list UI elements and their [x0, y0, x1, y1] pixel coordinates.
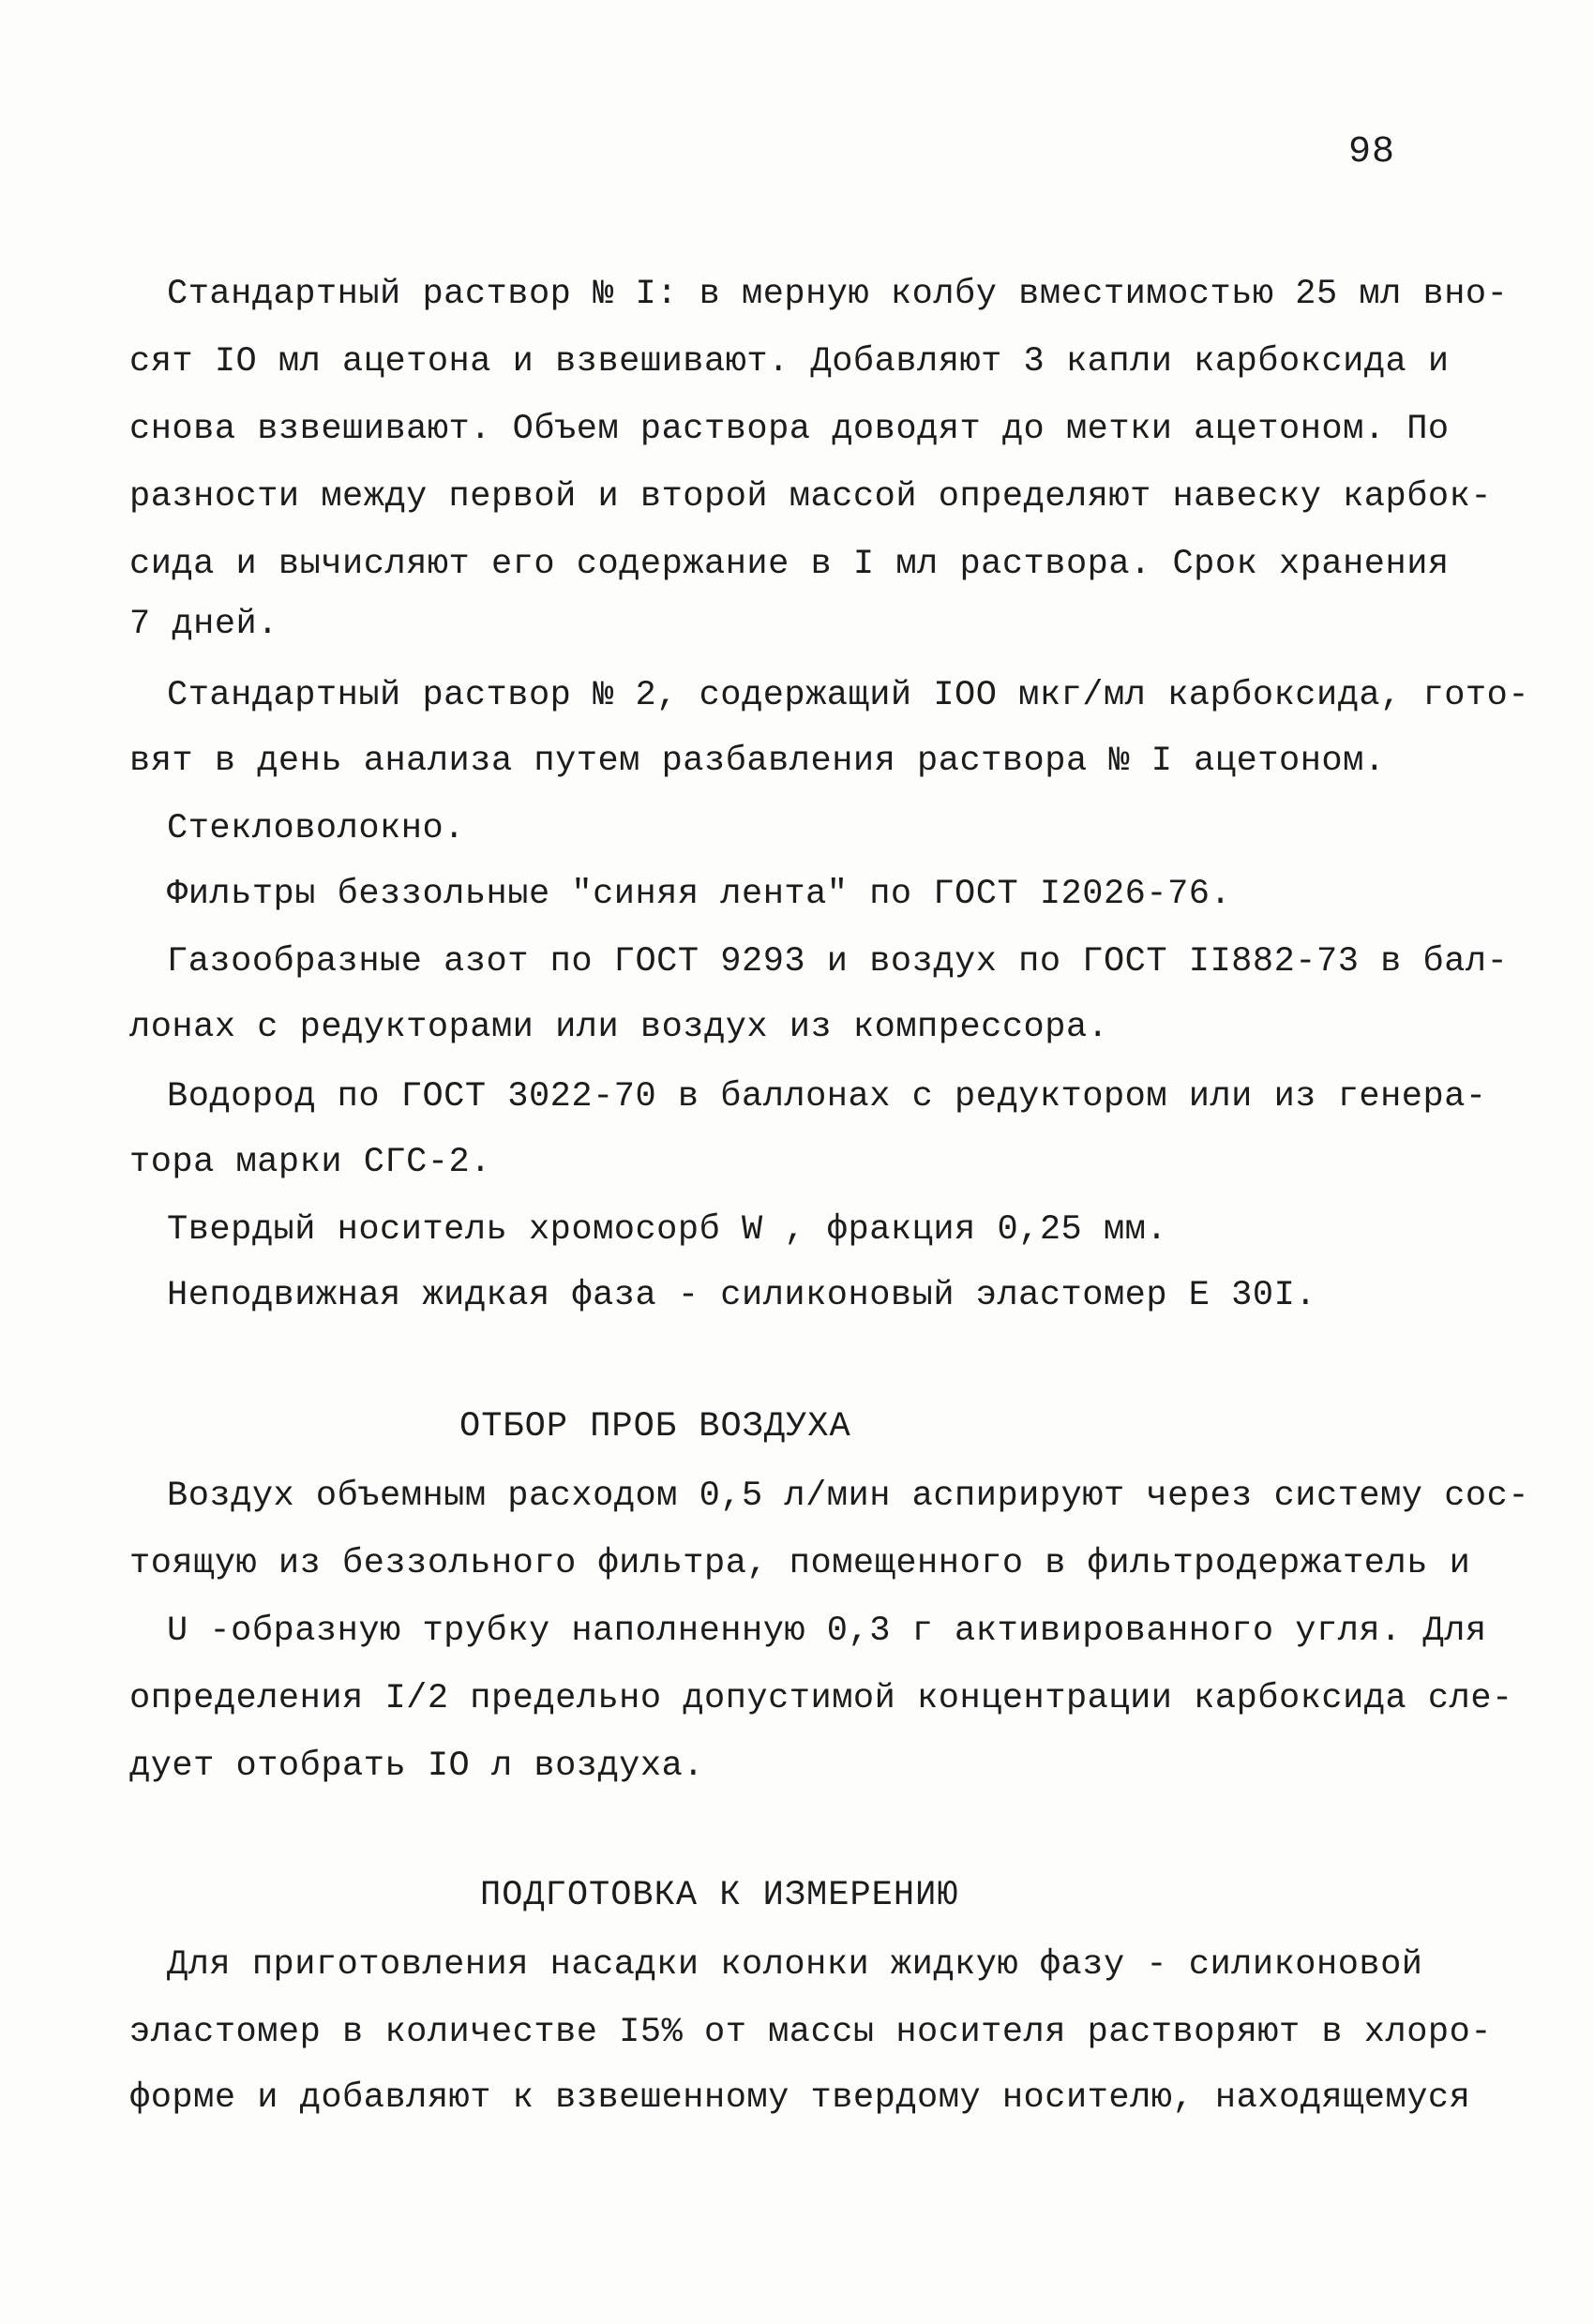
text-line: эластомер в количестве I5% от массы носителя растворяют в хлоро-: [129, 2013, 1493, 2052]
section-heading: ПОДГОТОВКА К ИЗМЕРЕНИЮ: [480, 1876, 959, 1915]
text-line: снова взвешивают. Объем раствора доводят до метки ацетоном. По: [129, 410, 1450, 449]
text-line: тоящую из беззольного фильтра, помещенного в фильтродержатель и: [129, 1544, 1471, 1583]
text-line: Газообразные азот по ГОСТ 9293 и воздух по ГОСТ II882-73 в бал-: [167, 942, 1509, 982]
text-line: форме и добавляют к взвешенному твердому носителю, находящемуся: [129, 2078, 1471, 2118]
text-line: разности между первой и второй массой определяют навеску карбок-: [129, 477, 1493, 517]
text-line: дует отобрать IO л воздуха.: [129, 1747, 704, 1786]
section-heading: ОТБОР ПРОБ ВОЗДУХА: [459, 1407, 851, 1447]
text-line: Твердый носитель хромосорб W , фракция 0,25 мм.: [167, 1210, 1168, 1250]
text-line: Фильтры беззольные "синяя лента" по ГОСТ I2026-76.: [167, 875, 1232, 914]
text-line: определения I/2 предельно допустимой концентрации карбоксида сле-: [129, 1679, 1513, 1718]
text-line: вят в день анализа путем разбавления раствора № I ацетоном.: [129, 742, 1386, 781]
text-line: 7 дней.: [129, 605, 278, 644]
text-line: сят IO мл ацетона и взвешивают. Добавляют 3 капли карбоксида и: [129, 342, 1450, 382]
text-line: Для приготовления насадки колонки жидкую фазу - силиконовой: [167, 1945, 1423, 1985]
text-line: тора марки СГС-2.: [129, 1143, 491, 1182]
text-line: лонах с редукторами или воздух из компрессора.: [129, 1008, 1109, 1047]
text-line: сида и вычисляют его содержание в I мл раствора. Срок хранения: [129, 545, 1450, 584]
text-line: Воздух объемным расходом 0,5 л/мин аспирируют через систему сос-: [167, 1477, 1530, 1516]
text-line: Стандартный раствор № 2, содержащий IOO мкг/мл карбоксида, гото-: [167, 676, 1530, 715]
text-line: Водород по ГОСТ 3022-70 в баллонах с редуктором или из генера-: [167, 1077, 1487, 1117]
text-line: Неподвижная жидкая фаза - силиконовый эластомер Е 30I.: [167, 1276, 1316, 1315]
text-line: Стандартный раствор № I: в мерную колбу вместимостью 25 мл вно-: [167, 275, 1509, 314]
page-number: 98: [1348, 131, 1396, 173]
text-line: Стекловолокно.: [167, 809, 465, 848]
text-line: U -образную трубку наполненную 0,3 г активированного угля. Для: [167, 1612, 1487, 1651]
